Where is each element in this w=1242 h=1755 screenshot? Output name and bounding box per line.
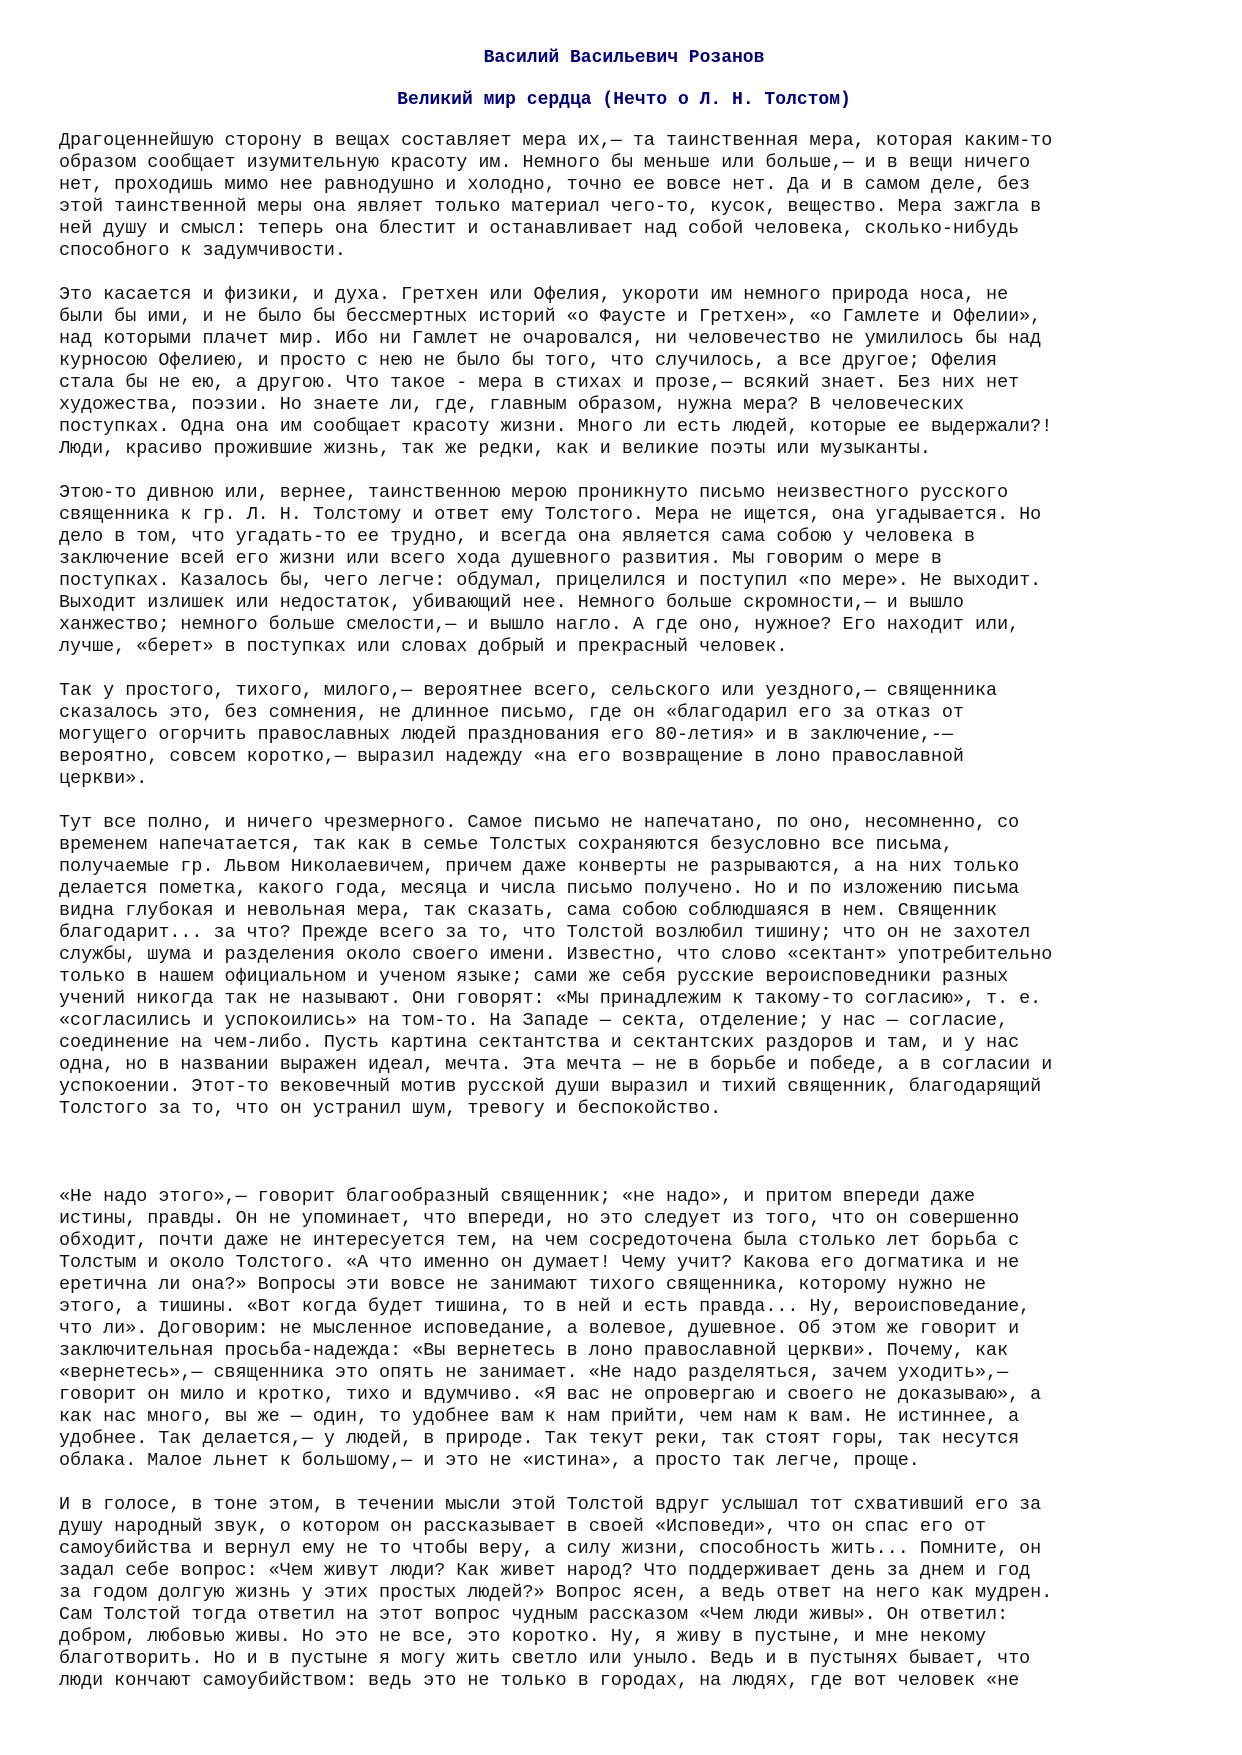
paragraph-5: Тут все полно, и ничего чрезмерного. Самое письмо не напечатано, по оно, несомненно, со временем напечатается, так как в семье Толстых сохраняются безусловно все письма, получаемые гр. Львом Николаевичем, причем даже конверты не разрываются, а на них только делается пометка, какого года, месяца и числа письмо получено. Но и по изложению письма видна глубокая и невольная мера, так сказать, сама собою соблюдшаяся в нем. Священник благодарит... за что? Прежде всего за то, что Толстой возлюбил тишину; что он не захотел службы, шума и разделения около своего имени. Известно, что слово «сектант» употребительно только в нашем официальном и ученом языке; сами же себя русские вероисповедники разных учений никогда так не называют. Они говорят: «Мы принадлежим к такому-то согласию», т. е. «согласились и успокоились» на том-то. На Западе — секта, отделение; у нас — согласие, соединение на чем-либо. Пусть картина сектантства и сектантских раздоров и там, и у нас одна, но в названии выражен идеал, мечта. Эта мечта — не в борьбе и победе, а в согласии и успокоении. Этот-то вековечный мотив русской души выразил и тихий священник, благодарящий Толстого за то, что он устранил шум, тревогу и беспокойство. <box>59 812 1053 1119</box>
paragraph-4: Так у простого, тихого, милого,— вероятнее всего, сельского или уездного,— священника сказалось это, без сомнения, не длинное письмо, где он «благодарил его за отказ от могущего огорчить православных людей празднования его 80-летия» и в заключение,-— вероятно, совсем коротко,— выразил надежду «на его возвращение в лоно православной церкви». <box>59 680 998 789</box>
author-heading: Василий Васильевич Розанов <box>483 48 765 68</box>
paragraph-2: Это касается и физики, и духа. Гретхен или Офелия, укороти им немного природа носа, не были бы ими, и не было бы бессмертных историй «о Фаусте и Гретхен», «о Гамлете и Офелии», над которыми плачет мир. Ибо ни Гамлет не очаровался, ни человечество не умилилось бы над курносою Офелиею, и просто с нею не было бы того, что случилось, а все другое; Офелия стала бы не ею, а другою. Что такое - мера в стихах и прозе,— всякий знает. Без них нет художества, поэзии. Но знаете ли, где, главным образом, нужна мера? В человеческих поступках. Одна она им сообщает красоту жизни. Много ли есть людей, которые ее выдержали?! Люди, красиво прожившие жизнь, так же редки, как и великие поэты или музыканты. <box>59 284 1053 459</box>
paragraph-7: И в голосе, в тоне этом, в течении мысли этой Толстой вдруг услышал тот схвативший его за душу народный звук, о котором он рассказывает в своей «Исповеди», что он спас его от самоубийства и вернул ему не то чтобы веру, а силу жизни, способность жить... Помните, он задал себе вопрос: «Чем живут люди? Как живет народ? Что поддерживает день за днем и год за годом долгую жизнь у этих простых людей?» Вопрос ясен, а ведь ответ на него как мудрен. Сам Толстой тогда ответил на этот вопрос чудным рассказом «Чем люди живы». Он ответил: добром, любовью живы. Но это не все, это коротко. Ну, я живу в пустыне, и мне некому благотворить. Но и в пустыне я могу жить светло или уныло. Ведь и в пустынях бывает, что люди кончают самоубийством: ведь это не только в городах, на людях, где вот человек «не <box>59 1494 1053 1691</box>
paragraph-1: Драгоценнейшую сторону в вещах составляет мера их,— та таинственная мера, которая каким-то образом сообщает изумительную красоту им. Немного бы меньше или больше,— и в вещи ничего нет, проходишь мимо нее равнодушно и холодно, точно ее вовсе нет. Да и в самом деле, без этой таинственной меры она являет только материал чего-то, кусок, вещество. Мера зажгла в ней душу и смысл: теперь она блестит и останавливает над собой человека, сколько-нибудь способного к задумчивости. <box>59 130 1053 261</box>
paragraph-3: Этою-то дивною или, вернее, таинственною мерою проникнуто письмо неизвестного русского священника к гр. Л. Н. Толстому и ответ ему Толстого. Мера не ищется, она угадывается. Но дело в том, что угадать-то ее трудно, и всегда она является сама собою у человека в заключение всей его жизни или всего хода душевного развития. Мы говорим о мере в поступках. Казалось бы, чего легче: обдумал, прицелился и поступил «по мере». Не выходит. Выходит излишек или недостаток, убивающий нее. Немного больше скромности,— и вышло ханжество; немного больше смелости,— и вышло нагло. А где оно, нужное? Его находит или, лучше, «берет» в поступках или словах добрый и прекрасный человек. <box>59 482 1042 657</box>
article-title: Великий мир сердца (Нечто о Л. Н. Толстом) <box>397 90 851 110</box>
document-page <box>59 40 1189 1714</box>
paragraph-6: «Не надо этого»,— говорит благообразный священник; «не надо», и притом впереди даже истины, правды. Он не упоминает, что впереди, но это следует из того, что он совершенно обходит, почти даже не интересуется тем, на чем сосредоточена была столько лет борьба с Толстым и около Толстого. «А что именно он думает! Чему учит? Какова его догматика и не еретична ли она?» Вопросы эти вовсе не занимают тихого священника, которому нужно не этого, а тишины. «Вот когда будет тишина, то в ней и есть правда... Ну, вероисповедание, что ли». Договорим: не мысленное исповедание, а волевое, душевное. Об этом же говорит и заключительная просьба-надежда: «Вы вернетесь в лоно православной церкви». Почему, как «вернетесь»,— священника это опять не занимает. «Не надо разделяться, зачем уходить»,— говорит он мило и кротко, тихо и вдумчиво. «Я вас не опровергаю и своего не доказываю», а как нас много, вы же — один, то удобнее вам к нам прийти, чем нам к вам. Не истиннее, а удобнее. Так делается,— у людей, в природе. Так текут реки, так стоят горы, так несутся облака. Малое льнет к большому,— и это не «истина», а просто так легче, проще. <box>59 1186 1042 1471</box>
